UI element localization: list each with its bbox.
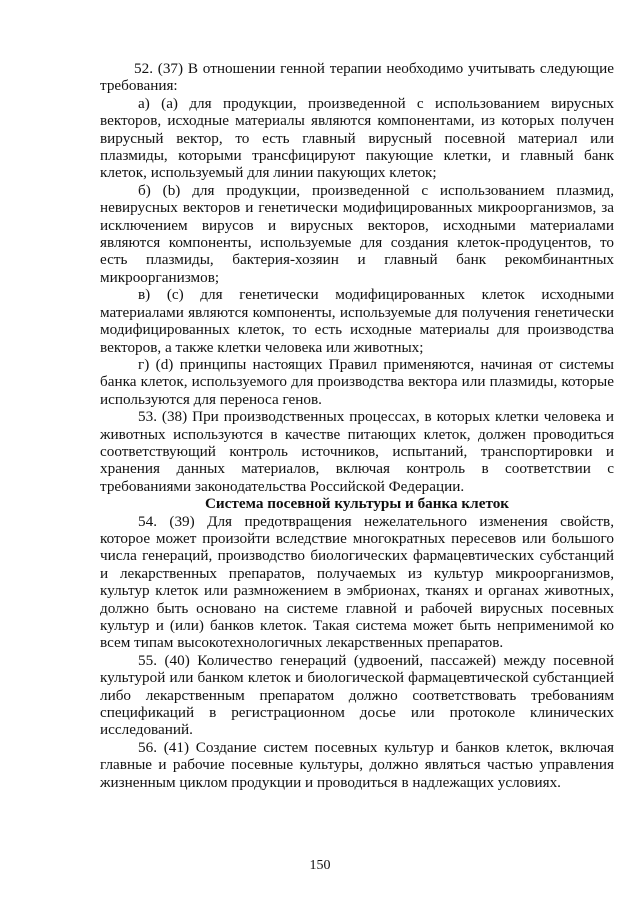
paragraph-56: 56. (41) Создание систем посевных культур и банков клеток, включая главные и рабочие посевные культуры, должно являться частью управления жизненным циклом продукции и проводиться в надлежащих условиях. — [100, 738, 614, 791]
section-heading: Система посевной культуры и банка клеток — [204, 495, 510, 513]
paragraph-54: 54. (39) Для предотвращения нежелательного изменения свойств, которое может произойти вследствие многократных пересевов или большого числа генераций, производство биологических фармацевтических субстанций и лекарственных препаратов, получаемых из культур микроорганизмов, культур клеток или размножением в эмбрионах, тканях и органах животных, должно быть основано на системе главной и рабочей вирусных посевных культур и (или) банков клеток. Такая система может быть неприменимой ко всем типам высокотехнологичных лекарственных препаратов. — [100, 512, 614, 652]
paragraph-53: 53. (38) При производственных процессах, в которых клетки человека и животных используются в качестве питающих клеток, должен проводиться соответствующий контроль источников, испытаний, транспортировки и хранения данных материалов, включая контроль в соответствии с требованиями законодательства Российской Федерации. — [100, 408, 614, 495]
paragraph-55: 55. (40) Количество генераций (удвоений, пассажей) между посевной культурой или банком клеток и биологической фармацевтической субстанцией либо лекарственным препаратом должно соответствовать требованиям спецификаций в регистрационном досье или протоколе клинических исследований. — [100, 651, 614, 739]
page-number: 150 — [309, 858, 331, 873]
paragraph-52-a: а) (a) для продукции, произведенной с использованием вирусных векторов, исходные материалы являются компонентами, из которых получен вирусный вектор, то есть главный вирусный посевной материал или плазмиды, которыми трансфицируют пакующие клетки, и главный банк клеток, используемый для линии пакующих клеток; — [100, 94, 614, 182]
paragraph-52-d: г) (d) принципы настоящих Правил применяются, начиная от системы банка клеток, используемого для производства вектора или плазмиды, которые используются для переноса генов. — [100, 355, 614, 408]
paragraph-52-c: в) (c) для генетически модифицированных клеток исходными материалами являются компоненты, используемые для получения генетически модифицированных клеток, то есть исходные материалы для производства векторов, а также клетки человека или животных; — [100, 286, 614, 356]
paragraph-52: 52. (37) В отношении генной терапии необходимо учитывать следующие требования: — [100, 60, 614, 95]
document-body — [100, 60, 614, 791]
paragraph-52-b: б) (b) для продукции, произведенной с использованием плазмид, невирусных векторов и генетически модифицированных микроорганизмов, за исключением вирусов и вирусных векторов, исходными материалами являются компоненты, используемые для создания клеток-продуцентов, то есть плазмиды, бактерия-хозяин и главный банк рекомбинантных микроорганизмов; — [100, 181, 614, 286]
